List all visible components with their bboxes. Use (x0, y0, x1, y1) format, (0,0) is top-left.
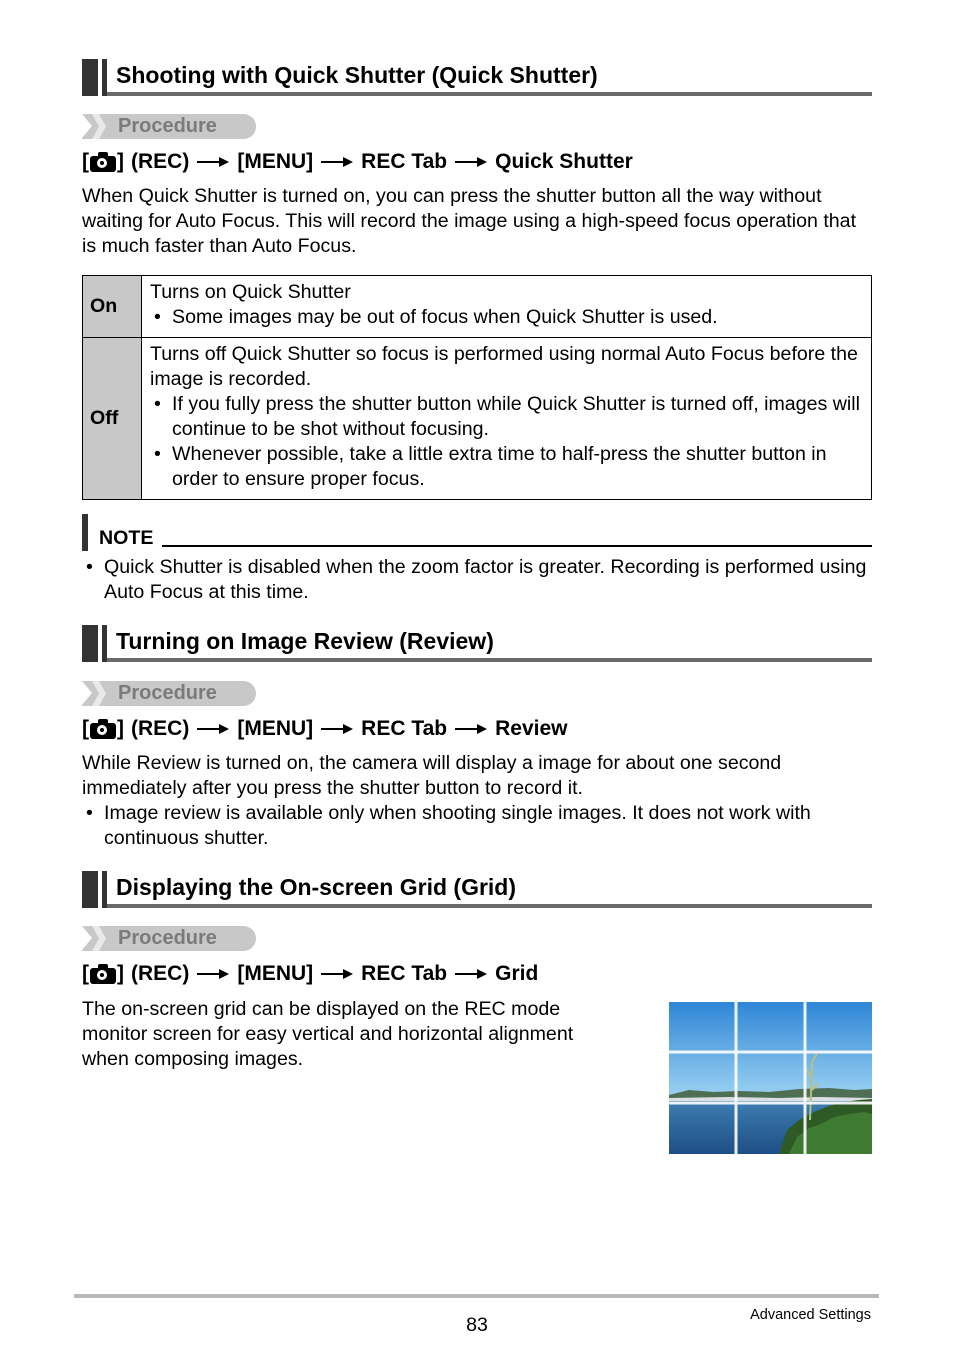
bracket-close: ] (117, 150, 124, 173)
section-paragraph: The on-screen grid can be displayed on the REC mode monitor screen for easy vertical and horizontal alignment when composing images. (82, 998, 574, 1070)
camera-icon (90, 964, 116, 984)
table-row (83, 338, 871, 499)
right-arrow-icon (455, 723, 487, 735)
menu-path (82, 150, 633, 174)
path-tab: REC Tab (361, 717, 448, 740)
section-heading-grid (82, 871, 872, 908)
right-arrow-icon (321, 156, 353, 168)
table-key: On (83, 276, 142, 337)
procedure-badge (82, 926, 256, 951)
right-arrow-icon (455, 156, 487, 168)
path-menu: [MENU] (237, 962, 314, 985)
table-value (142, 276, 871, 335)
page-number: 83 (466, 1314, 488, 1336)
list-item: • Some images may be out of focus when Quick Shutter is used. (154, 306, 718, 328)
table-key: Off (83, 338, 142, 499)
path-rec: (REC) (131, 962, 190, 985)
right-arrow-icon (197, 723, 229, 735)
grid-example-photo (669, 1002, 872, 1154)
section-title: Displaying the On-screen Grid (Grid) (116, 874, 517, 900)
section-title: Shooting with Quick Shutter (Quick Shutter) (116, 62, 598, 88)
camera-icon (90, 152, 116, 172)
table-value (142, 338, 871, 497)
table-text: Turns on Quick Shutter (150, 281, 351, 303)
path-item: Review (495, 717, 568, 740)
path-tab: REC Tab (361, 150, 448, 173)
bracket-open: [ (82, 150, 89, 173)
list-item: • If you fully press the shutter button while Quick Shutter is turned off, images will continue to be shot without focusing. (154, 393, 860, 440)
right-arrow-icon (455, 968, 487, 980)
path-rec: (REC) (131, 717, 190, 740)
procedure-badge (82, 681, 256, 706)
settings-table (82, 275, 872, 500)
right-arrow-icon (321, 723, 353, 735)
section-paragraph: While Review is turned on, the camera will display a image for about one second immediately after you press the shutter button to record it. (82, 752, 782, 799)
section-paragraph: When Quick Shutter is turned on, you can press the shutter button all the way without waiting for Auto Focus. This will record the image using a high-speed focus operation that is much faster than Auto Focus. (82, 185, 857, 257)
camera-icon (90, 719, 116, 739)
procedure-badge (82, 114, 256, 139)
path-rec: (REC) (131, 150, 190, 173)
procedure-label: Procedure (118, 682, 217, 704)
table-text: Turns off Quick Shutter so focus is performed using normal Auto Focus before the image is recorded. (150, 343, 858, 390)
path-item: Quick Shutter (495, 150, 633, 173)
menu-path: [ ] (REC) [MENU] REC Tab Review (82, 717, 568, 740)
path-item: Grid (495, 962, 539, 985)
right-arrow-icon (197, 968, 229, 980)
note-heading (82, 514, 872, 551)
section-title: Turning on Image Review (Review) (116, 628, 494, 654)
footer-divider (74, 1294, 879, 1298)
note-label: NOTE (99, 527, 154, 549)
right-arrow-icon (321, 968, 353, 980)
menu-path: [ ] (REC) [MENU] REC Tab Grid (82, 962, 539, 985)
path-tab: REC Tab (361, 962, 448, 985)
section-heading-quick-shutter (82, 59, 872, 96)
table-row (83, 276, 871, 338)
right-arrow-icon (197, 156, 229, 168)
path-menu: [MENU] (237, 150, 314, 173)
list-item: • Whenever possible, take a little extra time to half-press the shutter button in order to ensure proper focus. (154, 443, 827, 490)
section-heading-review (82, 625, 872, 662)
procedure-label: Procedure (118, 115, 217, 137)
procedure-label: Procedure (118, 927, 217, 949)
path-menu: [MENU] (237, 717, 314, 740)
footer-section-name: Advanced Settings (750, 1307, 871, 1323)
